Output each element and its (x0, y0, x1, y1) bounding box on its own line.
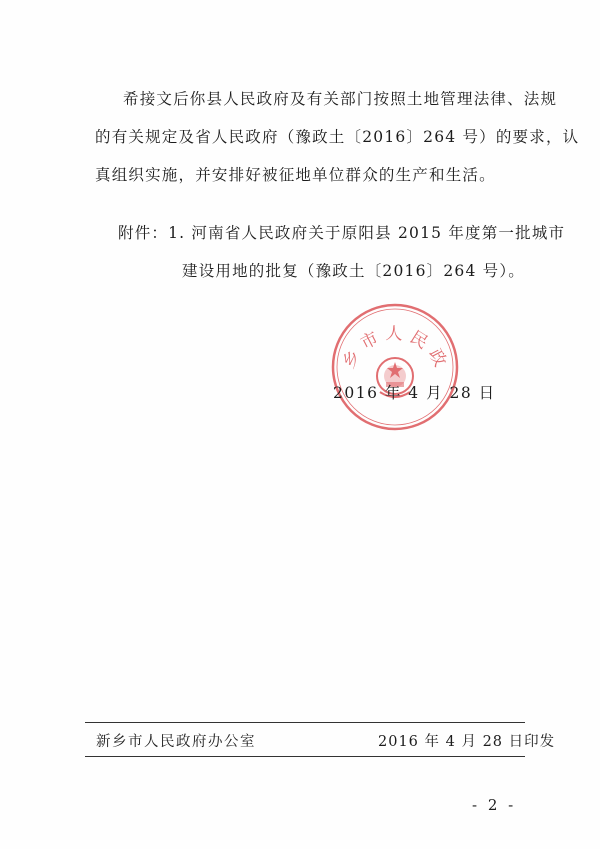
footer-issuer: 新乡市人民政府办公室 (96, 734, 256, 750)
paragraph-line: 的有关规定及省人民政府（豫政土〔2016〕264 号）的要求，认 (95, 128, 580, 146)
attachment-line: 附件：1. 河南省人民政府关于原阳县 2015 年度第一批城市 (118, 224, 566, 242)
paragraph-line: 真组织实施，并安排好被征地单位群众的生产和生活。 (95, 166, 496, 184)
body-paragraph (95, 80, 580, 194)
attachment-line: 建设用地的批复（豫政土〔2016〕264 号）。 (182, 262, 526, 280)
footer-print-date: 2016 年 4 月 28 日印发 (378, 734, 556, 750)
attachment-note (118, 214, 565, 290)
official-seal (330, 302, 460, 432)
paragraph-line: 希接文后你县人民政府及有关部门按照土地管理法律、法规 (123, 90, 558, 108)
page-number: - 2 - (472, 796, 517, 814)
signature-date: 2016 年 4 月 28 日 (333, 384, 496, 402)
seal-text: 乡市人民政 (339, 323, 453, 376)
footer-rule-top (85, 722, 525, 723)
footer-rule-bottom (85, 756, 525, 757)
